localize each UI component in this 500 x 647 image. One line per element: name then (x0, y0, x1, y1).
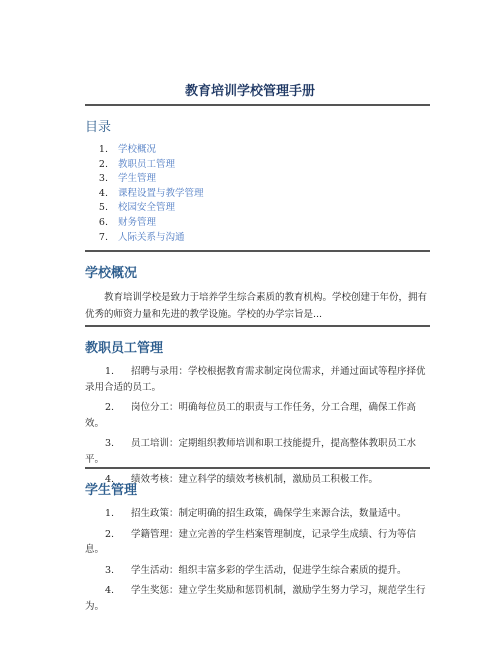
toc-link[interactable]: 课程设置与教学管理 (118, 187, 204, 199)
divider (85, 325, 430, 327)
toc-link[interactable]: 教职员工管理 (118, 158, 176, 170)
toc-link[interactable]: 人际关系与沟通 (118, 231, 185, 243)
toc-item[interactable]: 7. 人际关系与沟通 (85, 231, 430, 246)
divider (85, 250, 430, 252)
toc-item[interactable]: 4. 课程设置与教学管理 (85, 187, 430, 202)
list-item: 1. 招聘与录用：学校根据教育需求制定岗位需求，并通过面试等程序择优录用合适的员工。 (85, 366, 426, 393)
overview-paragraph: 教育培训学校是致力于培养学生综合素质的教育机构。学校创建于年份，拥有优秀的师资力量和先进的教学设施。学校的办学宗旨是... (85, 292, 428, 320)
list-item: 2. 学籍管理：建立完善的学生档案管理制度，记录学生成绩、行为等信息。 (85, 528, 417, 555)
list-item: 4. 绩效考核：建立科学的绩效考核机制，激励员工积极工作。 (105, 474, 379, 485)
toc-item[interactable]: 5. 校园安全管理 (85, 201, 430, 216)
toc-section (85, 104, 430, 245)
toc-heading: 目录 (85, 120, 112, 135)
list-item: 3. 学生活动：组织丰富多彩的学生活动，促进学生综合素质的提升。 (105, 564, 407, 576)
toc-item[interactable]: 6. 财务管理 (85, 216, 430, 231)
toc-item[interactable]: 2. 教职员工管理 (85, 158, 430, 173)
toc-link[interactable]: 财务管理 (118, 216, 157, 228)
list-item: 2. 岗位分工：明确每位员工的职责与工作任务，分工合理，确保工作高效。 (85, 402, 417, 429)
list-item: 1. 招生政策：制定明确的招生政策，确保学生来源合法，数量适中。 (105, 508, 407, 519)
students-list (85, 506, 430, 614)
toc-list (85, 143, 430, 245)
students-section (85, 467, 430, 619)
section-heading: 学校概况 (85, 266, 138, 281)
divider (85, 104, 430, 106)
divider (85, 467, 430, 469)
toc-item[interactable]: 1. 学校概况 (85, 143, 430, 158)
overview-section (85, 250, 430, 323)
toc-item[interactable]: 3. 学生管理 (85, 172, 430, 187)
section-heading: 教职员工管理 (85, 341, 164, 356)
document-title: 教育培训学校管理手册 (184, 84, 315, 99)
toc-link[interactable]: 校园安全管理 (118, 202, 176, 214)
list-item: 4. 学生奖惩：建立学生奖励和惩罚机制，激励学生努力学习，规范学生行为。 (85, 585, 426, 612)
section-heading: 学生管理 (85, 483, 138, 498)
toc-link[interactable]: 学校概况 (118, 144, 157, 155)
list-item: 3. 员工培训：定期组织教师培训和职工技能提升，提高整体教职员工水平。 (85, 438, 417, 465)
toc-link[interactable]: 学生管理 (118, 173, 157, 185)
